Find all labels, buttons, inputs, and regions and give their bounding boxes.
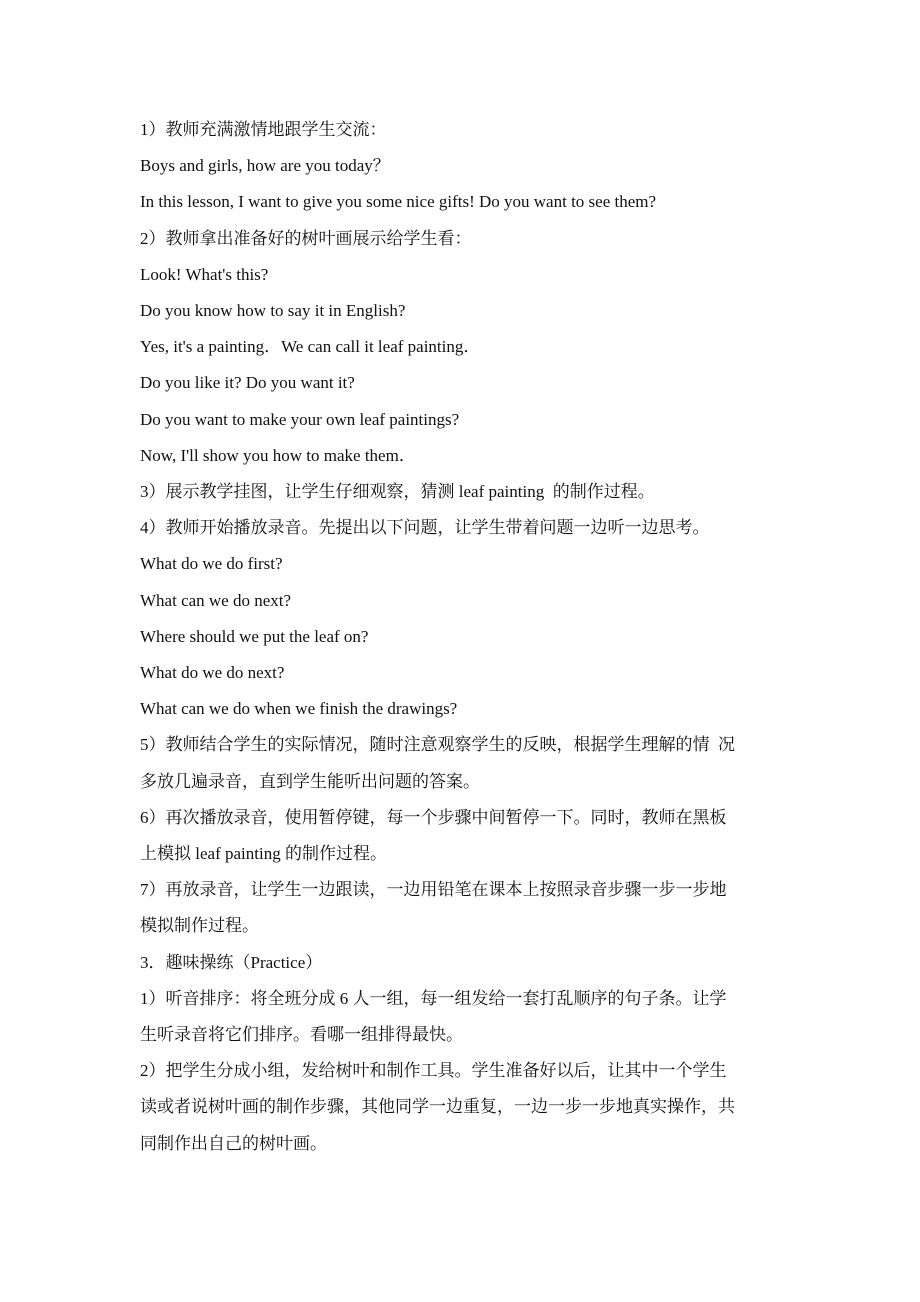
- text-line: 1）听音排序：将全班分成 6 人一组，每一组发给一套打乱顺序的句子条。让学: [140, 988, 727, 1008]
- text-line: Yes, it's a painting．We can call it leaf painting．: [140, 337, 481, 357]
- text-line: 上模拟 leaf painting 的制作过程。: [140, 844, 387, 864]
- text-line: Boys and girls, how are you today？: [140, 156, 390, 176]
- text-line: 多放几遍录音，直到学生能听出问题的答案。: [140, 771, 480, 791]
- text-line: 5）教师结合学生的实际情况，随时注意观察学生的反映，根据学生理解的情 况: [140, 735, 735, 755]
- text-line: 模拟制作过程。: [140, 916, 259, 936]
- section-heading: 3．趣味操练（Practice）: [140, 952, 323, 972]
- text-line: What can we do next?: [140, 590, 292, 610]
- text-line: Where should we put the leaf on?: [140, 626, 369, 646]
- text-line: Look! What's this?: [140, 264, 269, 284]
- text-line: 同制作出自己的树叶画。: [140, 1133, 327, 1153]
- text-line: 4）教师开始播放录音。先提出以下问题，让学生带着问题一边听一边思考。: [140, 518, 710, 538]
- text-line: 7）再放录音，让学生一边跟读，一边用铅笔在课本上按照录音步骤一步一步地: [140, 880, 727, 900]
- text-line: What can we do when we finish the drawings?: [140, 699, 458, 719]
- text-line: What do we do next?: [140, 663, 285, 683]
- text-line: 读或者说树叶画的制作步骤，其他同学一边重复，一边一步一步地真实操作，共: [140, 1097, 735, 1117]
- text-line: 6）再次播放录音，使用暂停键，每一个步骤中间暂停一下。同时，教师在黑板: [140, 807, 727, 827]
- text-line: 1）教师充满激情地跟学生交流：: [140, 120, 387, 139]
- text-line: Now, I'll show you how to make them．: [140, 445, 416, 465]
- text-line: 2）教师拿出准备好的树叶画展示给学生看：: [140, 228, 472, 248]
- text-line: 3）展示教学挂图，让学生仔细观察，猜测 leaf painting 的制作过程。: [140, 482, 655, 502]
- text-line: Do you like it? Do you want it?: [140, 373, 355, 393]
- text-line: Do you want to make your own leaf paintings?: [140, 409, 460, 429]
- text-line: 2）把学生分成小组，发给树叶和制作工具。学生准备好以后，让其中一个学生: [140, 1061, 727, 1081]
- text-line: What do we do first?: [140, 554, 283, 574]
- text-line: Do you know how to say it in English?: [140, 301, 406, 321]
- text-line: In this lesson, I want to give you some nice gifts! Do you want to see them?: [140, 192, 657, 212]
- text-line: 生听录音将它们排序。看哪一组排得最快。: [140, 1025, 463, 1045]
- document-body: [140, 112, 790, 1162]
